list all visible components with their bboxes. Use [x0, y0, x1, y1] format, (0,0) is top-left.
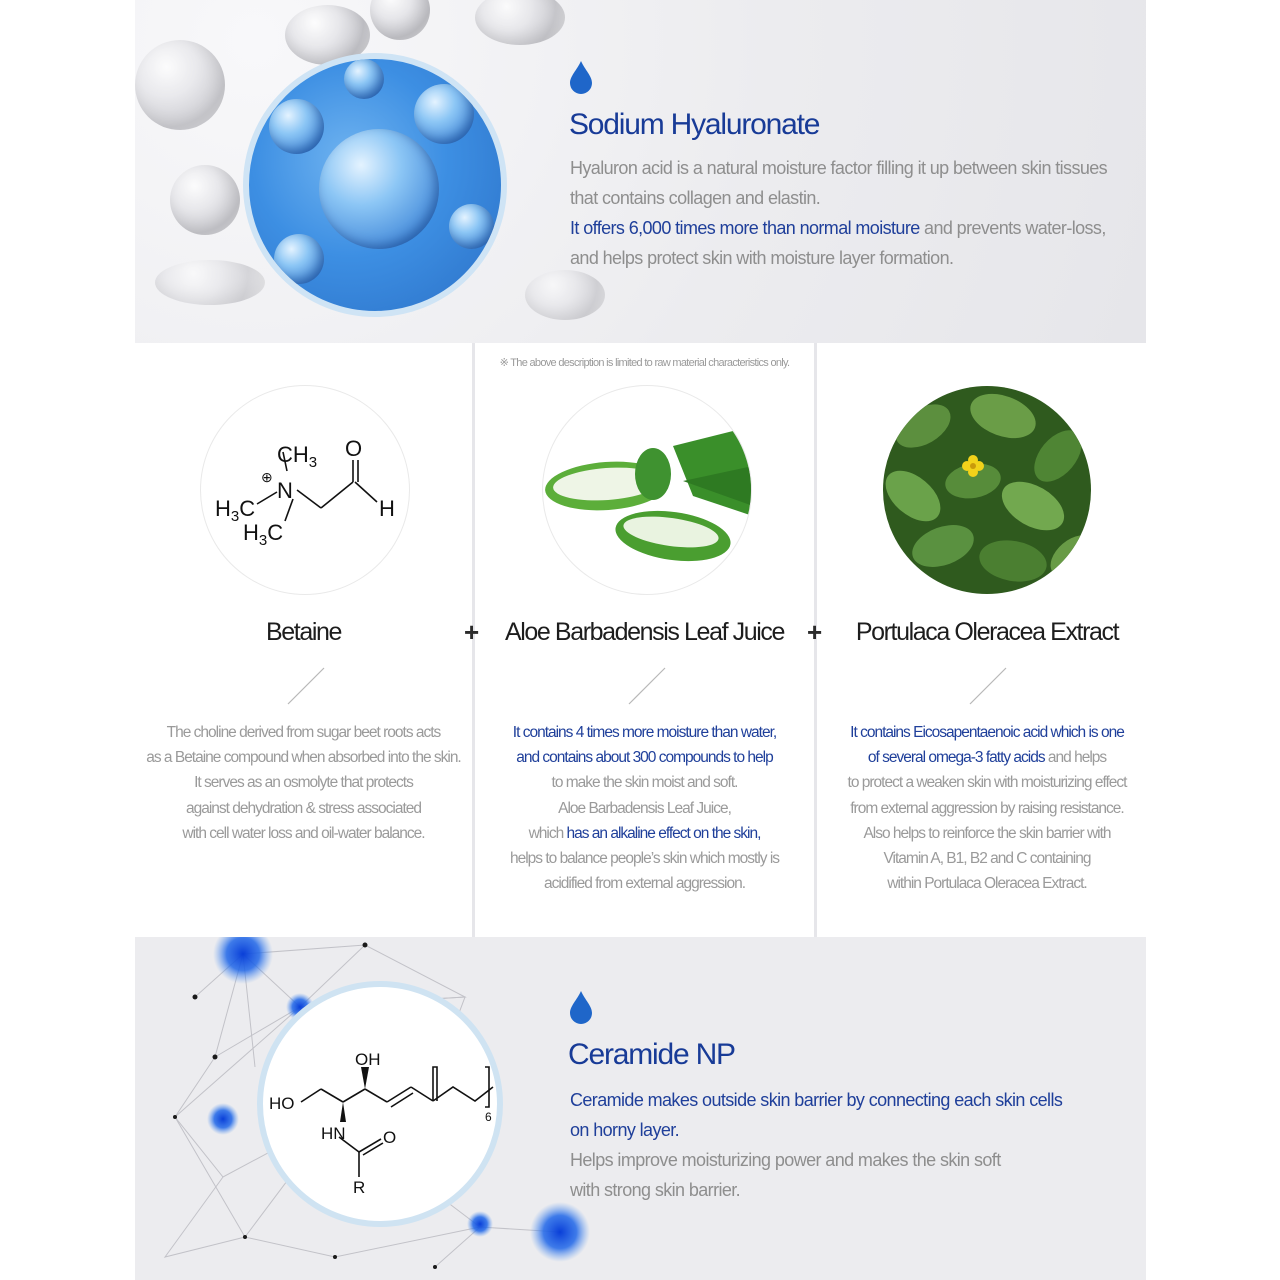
aloe-title: Aloe Barbadensis Leaf Juice	[504, 618, 785, 646]
betaine-title: Betaine	[266, 618, 341, 646]
ceramide-description	[570, 1085, 1130, 1205]
portulaca-line: to protect a weaken skin with moisturizing effect	[847, 774, 1127, 792]
nitrogen-label: N	[277, 478, 293, 503]
subscript-3: 3	[258, 532, 268, 549]
hydroxyl-label: OH	[355, 1050, 381, 1069]
hyaluronate-line-1: Hyaluron acid is a natural moisture factor filling it up between skin tissues	[570, 158, 1108, 178]
ceramide-line: Helps improve moisturizing power and makes the skin soft	[570, 1150, 1001, 1170]
molecule-bubble	[414, 84, 474, 144]
glowing-node	[530, 1202, 590, 1262]
hyaluronate-description	[570, 153, 1140, 273]
hyaluronate-title: Sodium Hyaluronate	[569, 108, 820, 141]
svg-text:CH3	[277, 442, 317, 471]
betaine-line: The choline derived from sugar beet roots acts	[166, 724, 441, 741]
aloe-line: to make the skin moist and soft.	[551, 774, 738, 792]
h3c-label: H	[243, 520, 259, 545]
hyaluronate-line-3-rest: and prevents water-loss,	[919, 218, 1106, 238]
aloe-highlight: has an alkaline effect on the skin,	[566, 824, 761, 842]
aloe-leaf-illustration	[543, 386, 751, 594]
aloe-line: helps to balance people’s skin which mostly is	[509, 850, 780, 868]
left-margin	[0, 0, 135, 1280]
divider-slash-icon	[286, 666, 326, 706]
water-bubble	[135, 40, 225, 130]
aloe-image	[543, 386, 751, 594]
hyaluronate-highlight: It offers 6,000 times more than normal moisture	[570, 218, 920, 238]
ceramide-highlight: Ceramide makes outside skin barrier by connecting each skin cells	[570, 1090, 1063, 1110]
plus-icon: +	[807, 617, 823, 647]
betaine-line: as a Betaine compound when absorbed into the skin.	[146, 749, 461, 767]
water-bubble	[170, 165, 240, 235]
molecule-bubble	[274, 234, 324, 284]
aloe-description	[475, 720, 814, 896]
ceramide-molecule-diagram	[263, 987, 497, 1221]
water-bubble	[370, 0, 430, 40]
molecule-bubble	[344, 59, 384, 99]
molecule-bubble	[269, 99, 324, 154]
aloe-highlight: and contains about 300 compounds to help	[516, 749, 773, 767]
subscript-3: 3	[230, 508, 240, 525]
portulaca-line: Vitamin A, B1, B2 and C containing	[883, 850, 1091, 868]
svg-text:H3C	[243, 520, 283, 549]
portulaca-line: from external aggression by raising resistance.	[850, 799, 1124, 817]
subscript-3: 3	[308, 454, 318, 471]
positive-charge-icon: ⊕	[261, 469, 273, 485]
aloe-line: Aloe Barbadensis Leaf Juice,	[558, 799, 731, 817]
ceramide-line: with strong skin barrier.	[570, 1180, 741, 1200]
molecule-bubble	[319, 129, 439, 249]
water-drop-icon	[568, 60, 594, 94]
carbon-label: C	[239, 496, 256, 521]
hydrogen-label: H	[379, 496, 395, 521]
hyaluronate-line-4: and helps protect skin with moisture layer formation.	[570, 248, 954, 268]
betaine-line: with cell water loss and oil-water balance.	[182, 824, 425, 842]
water-bubble	[525, 270, 605, 320]
molecule-bubble	[449, 204, 494, 249]
water-bubble	[155, 260, 265, 305]
portulaca-line: Also helps to reinforce the skin barrier with	[863, 824, 1111, 842]
glowing-node	[207, 1103, 239, 1135]
ceramide-title: Ceramide NP	[568, 1038, 735, 1071]
oxygen-label: O	[383, 1128, 397, 1147]
aloe-line: which	[528, 824, 567, 842]
ceramide-highlight: on horny layer.	[570, 1120, 680, 1140]
portulaca-line: and helps	[1044, 749, 1107, 767]
amide-label: HN	[321, 1124, 346, 1143]
portulaca-line: within Portulaca Oleracea Extract.	[887, 875, 1087, 893]
glowing-node	[213, 937, 273, 984]
divider-slash-icon	[968, 666, 1008, 706]
portulaca-highlight: of several omega-3 fatty acids	[867, 749, 1045, 767]
portulaca-title: Portulaca Oleracea Extract	[855, 618, 1119, 646]
portulaca-description	[817, 720, 1157, 896]
plus-icon: +	[464, 617, 480, 647]
h3c-label: H	[215, 496, 231, 521]
betaine-structure-image	[201, 386, 409, 594]
portulaca-image	[883, 386, 1091, 594]
hyaluronate-image	[243, 53, 507, 317]
hyaluronate-line-2: that contains collagen and elastin.	[570, 188, 821, 208]
glowing-node	[467, 1211, 493, 1237]
water-drop-icon	[568, 990, 594, 1024]
aloe-highlight: It contains 4 times more moisture than water,	[512, 724, 777, 741]
r-group-label: R	[353, 1178, 366, 1197]
ceramide-structure-image	[257, 981, 503, 1227]
carbon-label: C	[267, 520, 284, 545]
portulaca-plant-illustration	[883, 386, 1091, 594]
betaine-line: against dehydration & stress associated	[186, 799, 421, 817]
ch3-label: CH	[277, 442, 309, 467]
water-bubble	[475, 0, 565, 45]
divider-slash-icon	[627, 666, 667, 706]
repeat-count-label: 6	[485, 1110, 492, 1124]
right-margin	[1146, 0, 1280, 1280]
portulaca-highlight: It contains Eicosapentaenoic acid which is one	[850, 724, 1124, 741]
betaine-description	[135, 720, 472, 846]
hydroxyl-label: HO	[269, 1094, 295, 1113]
betaine-molecule-diagram	[201, 386, 409, 594]
aloe-line: acidified from external aggression.	[543, 875, 746, 893]
betaine-line: It serves as an osmolyte that protects	[194, 774, 413, 792]
disclaimer-note: ※ The above description is limited to raw material characteristics only.	[499, 357, 790, 369]
oxygen-label: O	[345, 436, 363, 461]
